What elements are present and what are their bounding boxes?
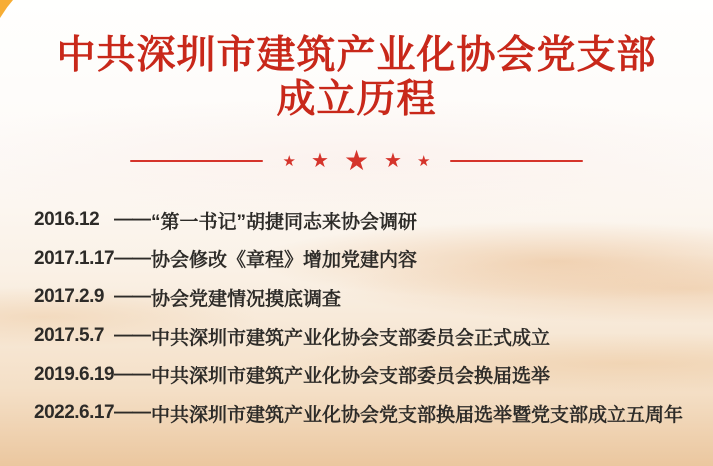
timeline-dash: —— (114, 402, 151, 424)
timeline-dash: —— (114, 247, 151, 269)
star-icon: ★ (311, 150, 329, 172)
star-divider (0, 147, 713, 175)
page-title (0, 34, 713, 122)
timeline-text: 协会修改《章程》增加党建内容 (151, 250, 418, 272)
star-icon: ★ (282, 152, 296, 170)
timeline-date: 2019.6.19 (34, 363, 115, 385)
timeline-date: 2017.2.9 (34, 286, 104, 308)
timeline-text: 中共深圳市建筑产业化协会党支部换届选举暨党支部成立五周年 (151, 404, 684, 426)
timeline-text: 中共深圳市建筑产业化协会支部委员会换届选举 (151, 366, 551, 388)
timeline-text: “第一书记”胡捷同志来协会调研 (151, 211, 418, 233)
timeline-item (34, 201, 713, 240)
divider-line-left (130, 160, 263, 162)
timeline-dash: —— (114, 363, 151, 385)
star-row (283, 147, 431, 175)
timeline-list (34, 201, 713, 433)
timeline-date: 2017.5.7 (34, 325, 104, 347)
timeline-item (34, 394, 713, 433)
page-title-line2: 成立历程 (276, 78, 437, 121)
timeline-text: 协会党建情况摸底调查 (151, 288, 342, 310)
timeline-dash: —— (114, 209, 150, 231)
timeline-dash: —— (114, 325, 150, 347)
timeline-item (34, 355, 713, 394)
timeline-dash: —— (114, 286, 150, 308)
timeline-item (34, 240, 713, 279)
timeline-item (34, 278, 713, 317)
timeline-text: 中共深圳市建筑产业化协会支部委员会正式成立 (151, 327, 551, 349)
star-icon: ★ (416, 152, 431, 170)
star-icon: ★ (384, 150, 402, 172)
poster-header (0, 0, 713, 175)
star-icon: ★ (343, 145, 370, 176)
timeline-date: 2016.12 (34, 209, 100, 231)
page-title-line1: 中共深圳市建筑产业化协会党支部 (56, 34, 657, 77)
timeline-item (34, 317, 713, 356)
divider-line-right (450, 160, 583, 162)
timeline-date: 2022.6.17 (34, 402, 115, 424)
timeline-date: 2017.1.17 (34, 247, 115, 269)
